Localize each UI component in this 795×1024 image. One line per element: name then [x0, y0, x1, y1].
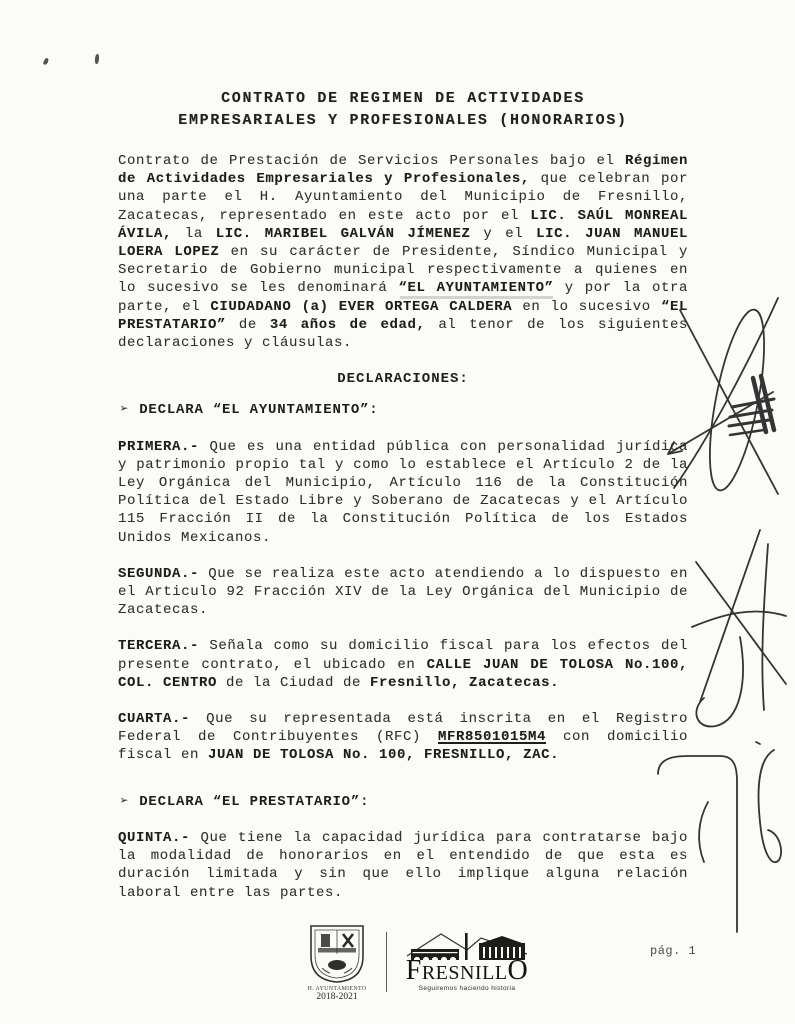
ayuntamiento-crest-icon — [308, 924, 366, 984]
paragraph-quinta — [118, 829, 688, 902]
text-run: PRIMERA.- — [118, 438, 200, 455]
text-run: la — [172, 225, 216, 242]
text-run: CIUDADANO (a) EVER ORTEGA CALDERA — [210, 298, 513, 315]
text-run: 34 años de edad, — [269, 316, 426, 333]
paragraph-primera — [118, 438, 688, 547]
text-run: y el — [470, 225, 537, 242]
text-run: al tenor de los siguientes declaraciones y cláusulas. — [118, 316, 688, 352]
wordmark-letters: RESNILL — [421, 962, 508, 984]
text-run: Que se realiza este acto atendiendo a lo dispuesto en el Articulo 92 Fracción XIV de la Ley Orgánica del Municipio de Zacatecas. — [118, 565, 688, 619]
paragraph-segunda — [118, 565, 688, 620]
declaration-heading-declara-prestatario — [118, 793, 688, 811]
ink-speck — [43, 57, 50, 65]
page-footer — [0, 918, 795, 1024]
page-number: pág. 1 — [650, 944, 697, 958]
text-run: TERCERA.- — [118, 638, 200, 655]
text-run: Que su representada está inscrita en el Registro Federal de Contribuyentes (RFC) — [118, 711, 688, 746]
text-run: en su carácter de Presidente, Síndico Municipal y Secretario de Gobierno municipal respectivamente a quienes en lo sucesivo se les denominará — [118, 244, 688, 297]
text-run: LIC. MARIBEL GALVÁN JÍMENEZ — [215, 225, 471, 242]
title-line-1: CONTRATO DE REGIMEN DE ACTIVIDADES — [221, 90, 585, 107]
text-run: con domicilio fiscal en — [118, 729, 688, 764]
text-run: JUAN DE TOLOSA No. 100, FRESNILLO, ZAC. — [208, 747, 560, 764]
text-run: LIC. JUAN MANUEL LOERA LOPEZ — [118, 225, 688, 261]
crest-years: 2018-2021 — [316, 992, 358, 1002]
crest-caption: H. AYUNTAMIENTO — [307, 986, 367, 992]
text-run: Que tiene la capacidad jurídica para contratarse bajo la modalidad de honorarios en el entendido de que esta es duración limitada y sin que ello implique alguna relación laboral entre las partes. — [118, 829, 688, 901]
brand-tagline: Seguiremos haciendo historia — [418, 985, 516, 992]
paragraph-cuarta — [118, 710, 688, 765]
paragraph-tercera — [118, 637, 688, 692]
text-run: en lo sucesivo — [512, 298, 661, 315]
wordmark-letter: O — [507, 955, 529, 986]
text-run: “EL AYUNTAMIENTO” — [398, 280, 554, 297]
text-run: de la Ciudad de — [217, 674, 371, 691]
text-run: QUINTA.- — [118, 829, 191, 846]
document-title — [118, 88, 688, 132]
text-run: de — [226, 316, 270, 333]
arrow-bullet-icon: ➢ — [120, 793, 130, 810]
text-run: Que es una entidad pública con personalidad jurídica y patrimonio propio tal y como lo establece el Artículo 2 de la Ley Orgánica del Municipio, Artículo 116 de la Constitución Política del Estado Libre y Soberano de Zacatecas y el Artículo 115 Fracción II de la Constitución Política de los Estados Unidos Mexicanos. — [118, 438, 688, 546]
ink-speck — [94, 54, 99, 64]
text-run: Régimen de Actividades Empresariales y Profesionales, — [118, 153, 688, 188]
text-run: CUARTA.- — [118, 711, 191, 728]
text-run: “EL PRESTATARIO” — [118, 298, 689, 333]
paragraph-intro — [118, 152, 688, 352]
signature-scribble-middle — [692, 530, 786, 727]
document-body — [118, 152, 688, 902]
declaration-heading-declara-ayuntamiento — [118, 401, 688, 419]
text-run: SEGUNDA.- — [118, 565, 200, 582]
fresnillo-logo — [399, 928, 535, 992]
wordmark-letter: F — [405, 955, 422, 986]
text-run: MFR8501015M4 — [437, 729, 547, 746]
text-run: Contrato de Prestación de Servicios Personales bajo el — [118, 153, 625, 169]
text-run: y por la otra parte, el — [118, 280, 689, 315]
heading-label: DECLARA “EL AYUNTAMIENTO”: — [139, 402, 379, 419]
document-content — [118, 88, 688, 920]
text-run: LIC. SAÚL MONREAL ÁVILA, — [118, 207, 688, 242]
text-run: Fresnillo, Zacatecas. — [370, 674, 560, 691]
title-line-2: EMPRESARIALES Y PROFESIONALES (HONORARIOS) — [178, 112, 628, 129]
heading-label: DECLARA “EL PRESTATARIO”: — [139, 793, 370, 810]
municipal-crest — [301, 924, 373, 1002]
section-heading-declaraciones: DECLARACIONES: — [337, 371, 469, 388]
text-run: CALLE JUAN DE TOLOSA No.100, COL. CENTRO — [118, 656, 689, 691]
text-run: Señala como su domicilio fiscal para los efectos del presente contrato, el ubicado en — [118, 638, 688, 673]
text-run: que celebran por una parte el H. Ayuntamiento del Municipio de Fresnillo, Zacatecas, representado en este acto por el — [118, 171, 689, 224]
fresnillo-wordmark — [399, 955, 535, 986]
arrow-bullet-icon: ➢ — [120, 402, 130, 419]
footer-divider — [386, 932, 387, 992]
